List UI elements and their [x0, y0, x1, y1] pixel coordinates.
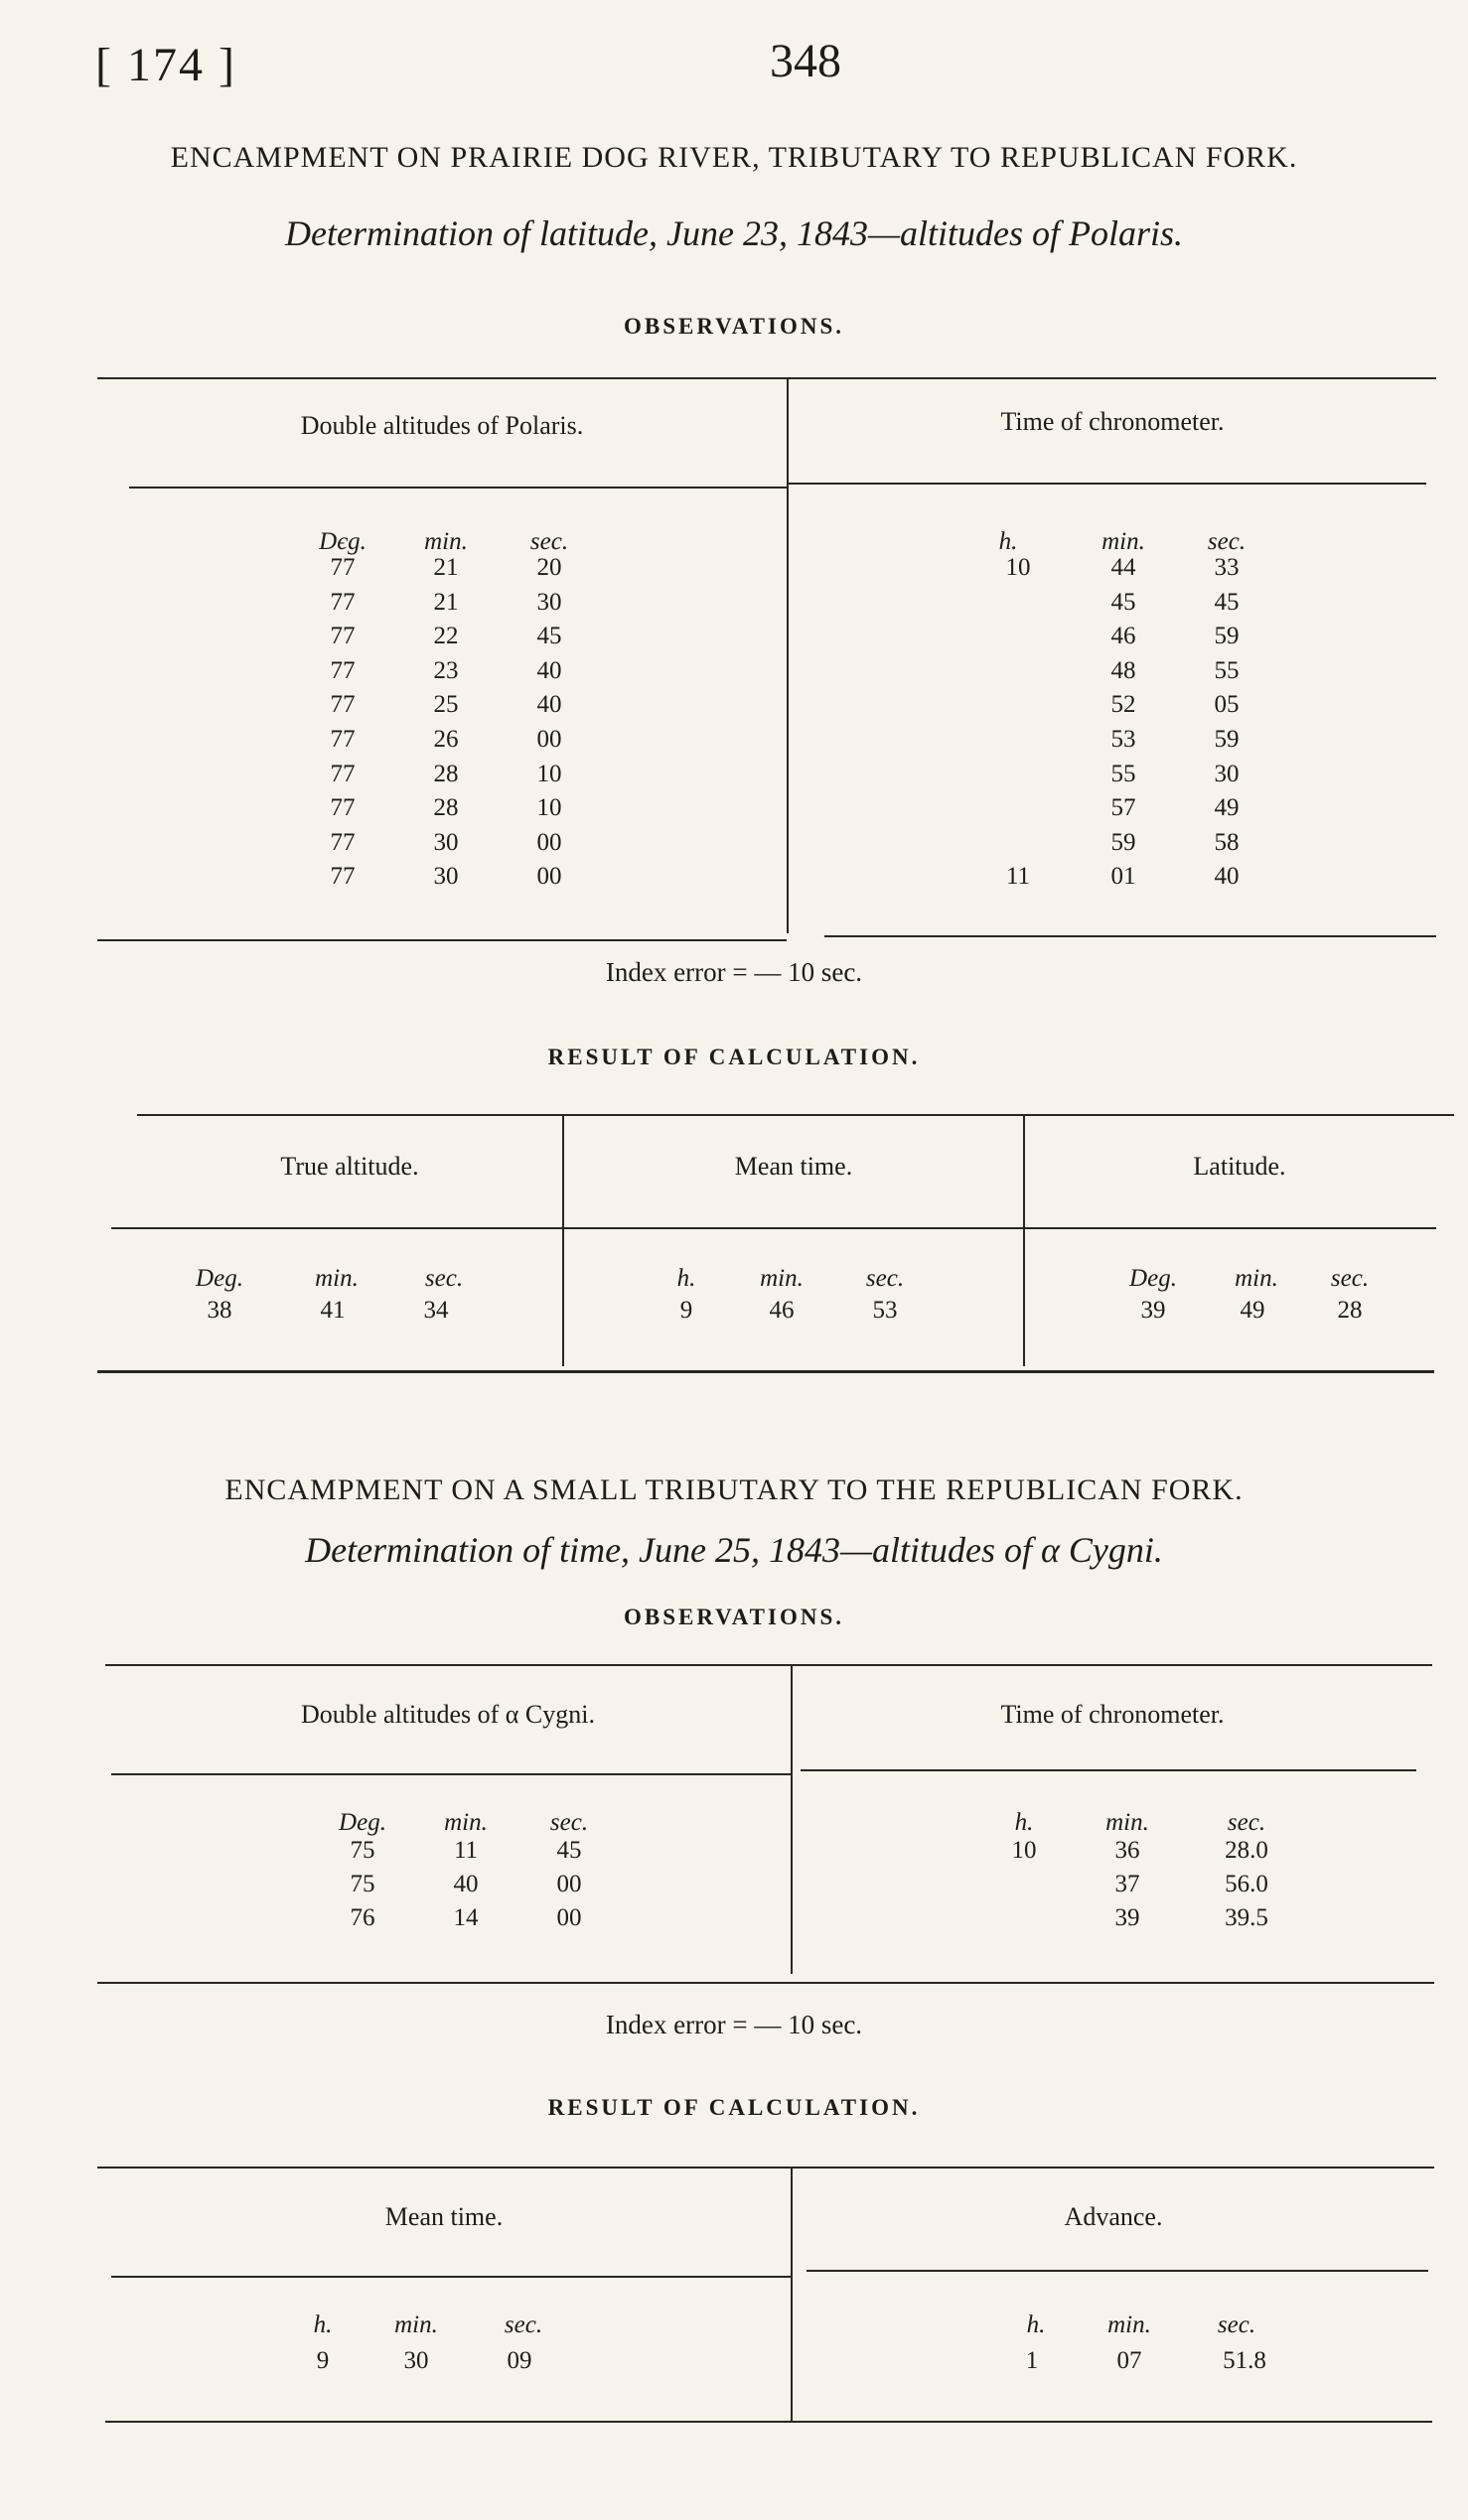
- cell-time-sec: 59: [1214, 726, 1240, 753]
- cell-time-sec: 33: [1214, 554, 1240, 581]
- s1-r-val-min: 41: [320, 1297, 346, 1324]
- s2-obs-header-rule-right: [801, 1769, 1416, 1771]
- cell-time-min: 52: [1110, 691, 1136, 719]
- cell-time-sec: 55: [1214, 656, 1240, 684]
- s1-r-val-min2: 46: [769, 1297, 795, 1324]
- s2-result-label: RESULT OF CALCULATION.: [547, 2095, 921, 2120]
- s1-obs-header-rule-right: [789, 483, 1426, 485]
- s2-header-chronometer: Time of chronometer.: [1000, 1700, 1225, 1729]
- cell-alt-sec: 45: [536, 623, 562, 650]
- cell-time-min: 37: [1114, 1871, 1140, 1897]
- s1-result-header-rule-3: [1025, 1227, 1436, 1229]
- cell-alt-min: 14: [453, 1904, 479, 1931]
- section1-title: ENCAMPMENT ON PRAIRIE DOG RIVER, TRIBUTARY TO REPUBLICAN FORK.: [170, 141, 1298, 174]
- cell-time-sec: 30: [1214, 760, 1240, 787]
- s1-r-val-deg: 38: [207, 1297, 232, 1324]
- s1-r-val-deg3: 39: [1140, 1297, 1166, 1324]
- cell-alt-deg: 77: [330, 656, 356, 684]
- cell-time-sec: 49: [1214, 794, 1240, 822]
- s2-r-val-h: 9: [316, 2347, 330, 2374]
- cell-alt-deg: 76: [350, 1904, 375, 1931]
- s1-r-unit-min3: min.: [1235, 1265, 1278, 1292]
- s1-result-header-rule-2: [564, 1227, 1023, 1229]
- cell-alt-deg: 77: [330, 863, 356, 891]
- cell-alt-min: 30: [433, 828, 459, 856]
- s2-alt-unit-sec: sec.: [549, 1809, 589, 1836]
- s1-r-unit-sec2: sec.: [865, 1265, 905, 1292]
- cell-time-min: 55: [1110, 760, 1136, 787]
- section1-observations-label: OBSERVATIONS.: [623, 314, 845, 339]
- cell-alt-deg: 77: [330, 760, 356, 787]
- s2-alt-unit-min: min.: [444, 1809, 488, 1836]
- s2-r-unit-h2: h.: [1026, 2311, 1046, 2338]
- s1-r-unit-h: h.: [676, 1265, 696, 1292]
- section2-observations-label: OBSERVATIONS.: [623, 1605, 845, 1629]
- cell-alt-deg: 77: [330, 726, 356, 753]
- s2-time-unit-sec: sec.: [1227, 1809, 1266, 1836]
- cell-time-sec: 59: [1214, 623, 1240, 650]
- s2-r-val-min2: 07: [1116, 2347, 1142, 2374]
- s1-r-unit-sec: sec.: [424, 1265, 464, 1292]
- cell-alt-min: 30: [433, 863, 459, 891]
- cell-time-h: 11: [1005, 863, 1031, 891]
- s2-r-val-sec: 09: [507, 2347, 532, 2374]
- cell-time-min: 36: [1114, 1837, 1140, 1864]
- cell-alt-sec: 10: [536, 794, 562, 822]
- cell-time-min: 59: [1110, 828, 1136, 856]
- cell-time-sec: 45: [1214, 588, 1240, 616]
- s1-r-unit-deg3: Deg.: [1129, 1265, 1177, 1292]
- cell-alt-sec: 00: [556, 1904, 582, 1931]
- s2-r-val-h2: 1: [1025, 2347, 1039, 2374]
- cell-time-min: 39: [1114, 1904, 1140, 1931]
- s2-r-unit-min2: min.: [1107, 2311, 1151, 2338]
- cell-alt-sec: 00: [536, 828, 562, 856]
- s1-r-val-sec: 34: [423, 1297, 449, 1324]
- s2-alt-unit-deg: Deg.: [339, 1809, 386, 1836]
- cell-alt-deg: 77: [330, 794, 356, 822]
- cell-alt-min: 23: [433, 656, 459, 684]
- s2-obs-bottom-rule: [97, 1982, 1434, 1984]
- cell-time-min: 53: [1110, 726, 1136, 753]
- s2-result-header-rule-right: [807, 2270, 1428, 2272]
- section1-subtitle: Determination of latitude, June 23, 1843—altitudes of Polaris.: [285, 213, 1183, 253]
- s2-result-header-mean-time: Mean time.: [384, 2202, 504, 2231]
- cell-alt-sec: 40: [536, 691, 562, 719]
- s1-r-val-sec3: 28: [1337, 1297, 1363, 1324]
- cell-alt-deg: 77: [330, 623, 356, 650]
- cell-alt-sec: 40: [536, 656, 562, 684]
- s2-result-header-rule-left: [111, 2276, 791, 2278]
- s1-result-header-true-altitude: True altitude.: [280, 1152, 419, 1181]
- s2-index-error: Index error = — 10 sec.: [605, 2010, 863, 2039]
- s1-obs-bottom-rule-right: [824, 935, 1436, 937]
- s2-result-top-rule: [97, 2167, 1434, 2169]
- s2-time-unit-min: min.: [1105, 1809, 1149, 1836]
- cell-alt-min: 21: [433, 588, 459, 616]
- s1-alt-unit-min: min.: [424, 528, 468, 555]
- cell-time-min: 44: [1110, 554, 1136, 581]
- cell-alt-sec: 10: [536, 760, 562, 787]
- s1-r-unit-sec3: sec.: [1330, 1265, 1370, 1292]
- s1-alt-unit-deg: Dєg.: [319, 528, 367, 555]
- s2-obs-header-rule-left: [111, 1773, 791, 1775]
- s1-alt-unit-sec: sec.: [529, 528, 569, 555]
- cell-alt-min: 28: [433, 794, 459, 822]
- s1-r-unit-deg: Deg.: [196, 1265, 243, 1292]
- cell-time-sec: 58: [1214, 828, 1240, 856]
- cell-time-min: 45: [1110, 588, 1136, 616]
- cell-alt-deg: 77: [330, 691, 356, 719]
- cell-alt-deg: 77: [330, 828, 356, 856]
- s2-r-val-sec2: 51.8: [1223, 2347, 1266, 2374]
- cell-alt-min: 11: [453, 1837, 479, 1864]
- s2-time-unit-h: h.: [1014, 1809, 1034, 1836]
- s1-header-altitudes: Double altitudes of Polaris.: [300, 411, 584, 440]
- section2-subtitle: Determination of time, June 25, 1843—altitudes of α Cygni.: [305, 1530, 1163, 1570]
- cell-time-h: 10: [1011, 1837, 1037, 1864]
- s1-time-unit-min: min.: [1101, 528, 1145, 555]
- s1-obs-bottom-rule-left: [97, 939, 787, 941]
- s1-header-chronometer: Time of chronometer.: [1000, 407, 1225, 436]
- cell-alt-min: 25: [433, 691, 459, 719]
- page-number: 348: [770, 35, 841, 87]
- cell-alt-sec: 00: [536, 863, 562, 891]
- cell-alt-min: 26: [433, 726, 459, 753]
- cell-time-sec: 40: [1214, 863, 1240, 891]
- cell-alt-min: 22: [433, 623, 459, 650]
- cell-time-sec: 05: [1214, 691, 1240, 719]
- s2-r-val-min: 30: [403, 2347, 429, 2374]
- s2-r-unit-min: min.: [394, 2311, 438, 2338]
- cell-time-sec: 39.5: [1225, 1904, 1268, 1931]
- cell-alt-deg: 77: [330, 554, 356, 581]
- s1-obs-top-rule: [97, 377, 1436, 379]
- s1-time-unit-sec: sec.: [1207, 528, 1247, 555]
- s1-r-unit-min: min.: [315, 1265, 359, 1292]
- cell-alt-min: 28: [433, 760, 459, 787]
- cell-alt-sec: 00: [556, 1871, 582, 1897]
- cell-alt-min: 21: [433, 554, 459, 581]
- cell-time-min: 57: [1110, 794, 1136, 822]
- s2-result-header-advance: Advance.: [1064, 2202, 1163, 2231]
- s1-result-header-rule-1: [111, 1227, 562, 1229]
- s1-index-error: Index error = — 10 sec.: [605, 957, 863, 987]
- cell-time-sec: 56.0: [1225, 1871, 1268, 1897]
- s1-result-header-latitude: Latitude.: [1193, 1152, 1286, 1181]
- s1-obs-header-rule-left: [129, 487, 787, 489]
- cell-alt-deg: 77: [330, 588, 356, 616]
- cell-alt-deg: 75: [350, 1837, 375, 1864]
- s1-obs-column-divider: [787, 377, 789, 933]
- cell-time-min: 46: [1110, 623, 1136, 650]
- s2-obs-top-rule: [105, 1664, 1432, 1666]
- cell-time-h: 10: [1005, 554, 1031, 581]
- section2-title: ENCAMPMENT ON A SMALL TRIBUTARY TO THE REPUBLICAN FORK.: [224, 1473, 1244, 1506]
- s1-result-header-mean-time: Mean time.: [734, 1152, 853, 1181]
- s1-r-val-min3: 49: [1240, 1297, 1265, 1324]
- cell-time-sec: 28.0: [1225, 1837, 1268, 1864]
- bracketed-page-number: [ 174 ]: [95, 39, 236, 91]
- s2-header-altitudes: Double altitudes of α Cygni.: [301, 1700, 595, 1729]
- s1-time-unit-h: h.: [998, 528, 1018, 555]
- s1-result-label: RESULT OF CALCULATION.: [547, 1045, 921, 1069]
- s1-result-top-rule: [137, 1114, 1454, 1116]
- cell-alt-sec: 20: [536, 554, 562, 581]
- s2-r-unit-sec2: sec.: [1217, 2311, 1256, 2338]
- s1-r-val-sec2: 53: [872, 1297, 898, 1324]
- cell-alt-sec: 00: [536, 726, 562, 753]
- cell-time-min: 01: [1110, 863, 1136, 891]
- s1-result-bottom-rule: [97, 1370, 1434, 1373]
- s2-r-unit-h: h.: [313, 2311, 333, 2338]
- cell-alt-sec: 45: [556, 1837, 582, 1864]
- s2-result-bottom-rule: [105, 2421, 1432, 2423]
- cell-time-min: 48: [1110, 656, 1136, 684]
- s2-r-unit-sec: sec.: [504, 2311, 543, 2338]
- s1-r-val-h: 9: [679, 1297, 693, 1324]
- cell-alt-min: 40: [453, 1871, 479, 1897]
- cell-alt-sec: 30: [536, 588, 562, 616]
- cell-alt-deg: 75: [350, 1871, 375, 1897]
- s1-r-unit-min2: min.: [760, 1265, 804, 1292]
